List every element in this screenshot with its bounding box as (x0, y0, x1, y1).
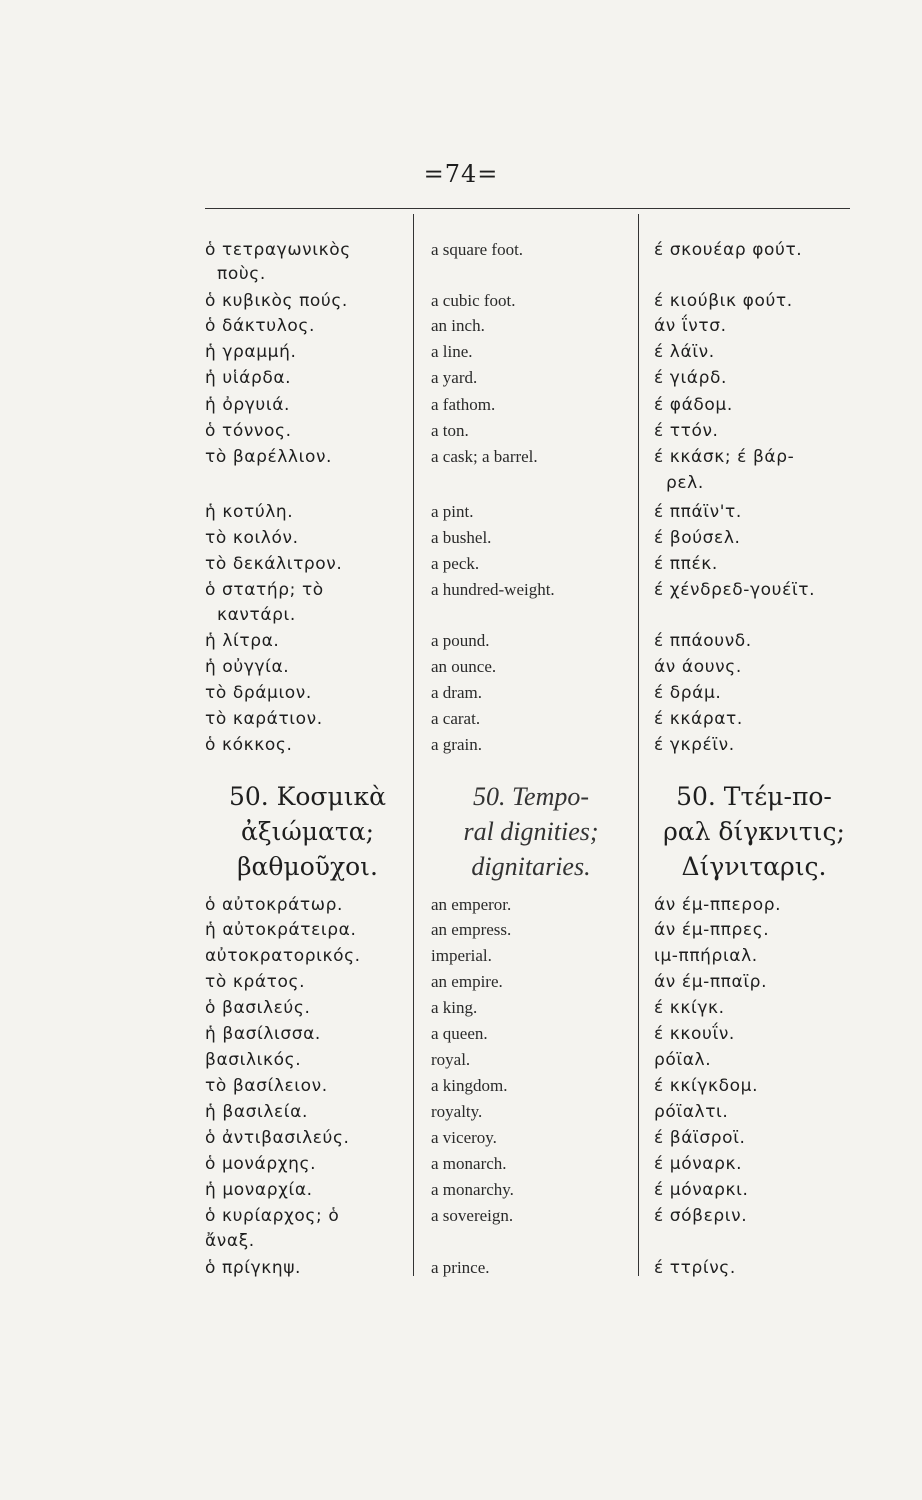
english-term: an empress. (431, 920, 512, 939)
english-term: an empire. (431, 972, 503, 991)
greek-term: αὐτοκρατορικός. (205, 946, 361, 966)
english-term: a pint. (431, 502, 474, 521)
phonetic-term: έ μόναρκ. (654, 1154, 743, 1174)
phonetic-term: έ κκάσκ; έ βάρ- (654, 447, 795, 467)
phonetic-term: έ φάδομ. (654, 395, 733, 415)
greek-term: ὁ κυρίαρχος; ὁ (205, 1206, 340, 1226)
greek-term: ποὺς. (217, 264, 266, 284)
english-term: an ounce. (431, 657, 497, 676)
english-term: a king. (431, 998, 478, 1017)
phonetic-term: άν ΐντσ. (654, 316, 727, 336)
section-heading-english: dignitaries. (471, 852, 591, 881)
greek-term: ὁ δάκτυλος. (205, 316, 315, 336)
section-heading-english: ral dignities; (463, 817, 599, 846)
page-number: =74= (423, 160, 499, 188)
section-heading-english: 50. Tempo- (472, 782, 590, 811)
english-term: a peck. (431, 554, 480, 573)
greek-term: ὁ στατήρ; τὸ (205, 580, 324, 600)
english-term: a hundred-weight. (431, 580, 555, 599)
greek-term: ὁ κόκκος. (205, 735, 293, 755)
phonetic-term: έ ππάϊν'τ. (654, 502, 742, 522)
greek-term: ἡ μοναρχία. (205, 1180, 313, 1200)
english-term: a ton. (431, 421, 469, 440)
english-term: a monarch. (431, 1154, 507, 1173)
english-term: an emperor. (431, 895, 512, 914)
greek-term: ἡ κοτύλη. (205, 502, 294, 522)
section-heading-greek: βαθμοῦχοι. (237, 852, 378, 881)
english-term: a line. (431, 342, 473, 361)
greek-term: ἡ οὐγγία. (205, 657, 290, 677)
phonetic-term: έ λάϊν. (654, 342, 715, 362)
greek-term: ὁ τετραγωνικὸς (205, 240, 351, 260)
english-term: royalty. (431, 1102, 483, 1121)
greek-term: ὁ ἀντιβασιλεύς. (205, 1128, 350, 1148)
english-term: a yard. (431, 368, 478, 387)
greek-term: ὁ κυβικὸς πούς. (205, 291, 348, 311)
greek-term: ὁ μονάρχης. (205, 1154, 317, 1174)
greek-term: ἡ λίτρα. (205, 631, 280, 651)
phonetic-term: ρόϊαλτι. (654, 1102, 729, 1122)
greek-term: ἡ γραμμή. (205, 342, 297, 362)
phonetic-term: έ μόναρκι. (654, 1180, 749, 1200)
phonetic-term: έ κκίγκδομ. (654, 1076, 759, 1096)
phonetic-term: έ ππέκ. (654, 554, 718, 574)
greek-term: τὸ βαρέλλιον. (205, 447, 333, 467)
phonetic-term: έ βούσελ. (654, 528, 741, 548)
greek-term: ἄναξ. (205, 1231, 255, 1251)
phonetic-term: έ κκάρατ. (654, 709, 743, 729)
english-term: a cask; a barrel. (431, 447, 538, 466)
greek-term: τὸ κράτος. (205, 972, 306, 992)
english-term: a carat. (431, 709, 481, 728)
english-term: a pound. (431, 631, 490, 650)
phonetic-term: έ ππάουνδ. (654, 631, 752, 651)
english-term: a cubic foot. (431, 291, 516, 310)
greek-term: ἡ αὐτοκράτειρα. (205, 920, 357, 940)
phonetic-term: άν έμ-ππαϊρ. (654, 972, 768, 992)
phonetic-term: έ βάϊσροϊ. (654, 1128, 746, 1148)
column-divider-right (638, 214, 639, 1276)
english-term: an inch. (431, 316, 485, 335)
section-heading-phonetic: Δίγνιταρις. (681, 852, 827, 881)
greek-term: τὸ καράτιον. (205, 709, 323, 729)
greek-term: ὁ αὐτοκράτωρ. (205, 895, 343, 915)
greek-term: καντάρι. (217, 605, 296, 625)
english-term: a square foot. (431, 240, 524, 259)
greek-term: ἡ βασιλεία. (205, 1102, 308, 1122)
english-term: a kingdom. (431, 1076, 508, 1095)
greek-term: ὁ τόννος. (205, 421, 292, 441)
english-term: a monarchy. (431, 1180, 514, 1199)
greek-term: ἡ υἱάρδα. (205, 368, 292, 388)
greek-term: τὸ δράμιον. (205, 683, 312, 703)
english-term: a sovereign. (431, 1206, 514, 1225)
greek-term: ἡ βασίλισσα. (205, 1024, 321, 1044)
phonetic-term: ρελ. (666, 473, 704, 493)
greek-term: τὸ δεκάλιτρον. (205, 554, 343, 574)
phonetic-term: έ γιάρδ. (654, 368, 728, 388)
section-heading-greek: ἀξιώματα; (240, 817, 375, 846)
greek-term: βασιλικός. (205, 1050, 302, 1070)
phonetic-term: έ χένδρεδ-γουέϊτ. (654, 580, 816, 600)
english-term: a prince. (431, 1258, 490, 1277)
phonetic-term: άν άουνς. (654, 657, 742, 677)
phonetic-term: έ κκίγκ. (654, 998, 725, 1018)
greek-term: τὸ κοιλόν. (205, 528, 299, 548)
column-divider-left (413, 214, 414, 1276)
greek-term: ἡ ὀργυιά. (205, 395, 291, 415)
phonetic-term: ρόϊαλ. (654, 1050, 712, 1070)
section-heading-phonetic: ραλ δίγκνιτις; (663, 817, 845, 846)
section-heading-phonetic: 50. Ττέμ-πο- (676, 782, 832, 811)
english-term: a grain. (431, 735, 482, 754)
phonetic-term: έ κιούβικ φούτ. (654, 291, 793, 311)
greek-term: τὸ βασίλειον. (205, 1076, 328, 1096)
phonetic-term: ιμ-ππήριαλ. (654, 946, 758, 966)
phonetic-term: έ σόβεριν. (654, 1206, 748, 1226)
phonetic-term: έ κκουΐν. (654, 1024, 735, 1044)
english-term: royal. (431, 1050, 471, 1069)
phonetic-term: έ σκουέαρ φούτ. (654, 240, 803, 260)
greek-term: ὁ πρίγκηψ. (205, 1258, 302, 1278)
english-term: a viceroy. (431, 1128, 497, 1147)
english-term: a dram. (431, 683, 482, 702)
english-term: a fathom. (431, 395, 496, 414)
phonetic-term: έ ττόν. (654, 421, 719, 441)
phonetic-term: έ δράμ. (654, 683, 722, 703)
greek-term: ὁ βασιλεύς. (205, 998, 311, 1018)
phonetic-term: άν έμ-ππερορ. (654, 895, 782, 915)
section-heading-greek: 50. Κοσμικὰ (228, 782, 387, 811)
phonetic-term: έ γκρέϊν. (654, 735, 735, 755)
english-term: imperial. (431, 946, 492, 965)
phonetic-term: άν έμ-ππρες. (654, 920, 770, 940)
english-term: a queen. (431, 1024, 488, 1043)
phonetic-term: έ ττρίνς. (654, 1258, 736, 1278)
english-term: a bushel. (431, 528, 492, 547)
header-rule (205, 208, 850, 209)
